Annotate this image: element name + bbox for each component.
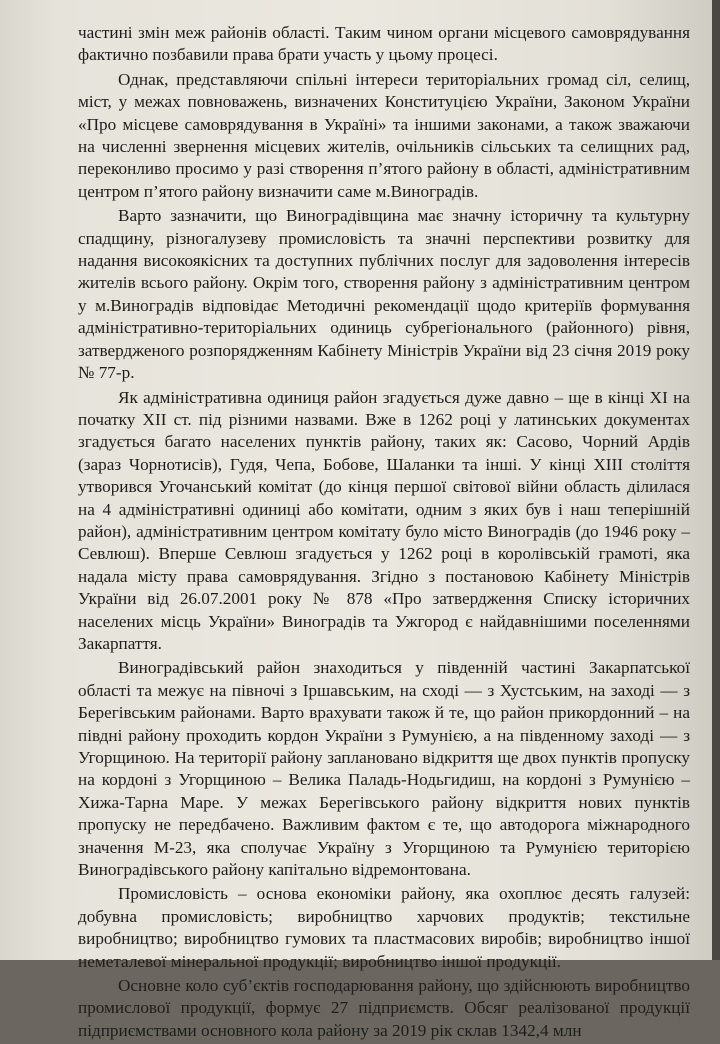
page-edge-shadow [712, 0, 720, 960]
paragraph-2: Однак, представляючи спільні інтереси територіальних громад сіл, селищ, міст, у межах повноважень, визначених Конституцією України, Законом України «Про місцеве самоврядування в Україні» та іншими законами, а також зважаючи на численні звернення місцевих жителів, очільників сільських та селищних рад, переконливо просимо у разі створення п’ятого району в області, адміністративним центром п’ятого району визначити саме м.Виноградів. [78, 69, 690, 201]
paragraph-6: Промисловість – основа економіки району, яка охоплює десять галузей: добувна промисловість; виробництво харчових продуктів; текстильне виробництво; виробництво гумових та пластмасових виробів; виробництво іншої неметалевої мінеральної продукції; виробництво іншої продукції. [78, 884, 690, 971]
paragraph-5: Виноградівський район знаходиться у південній частині Закарпатської області та межує на півночі з Іршавським, на сході — з Хустським, на заході — з Берегівським районами. Варто врахувати також й те, що район прикордонний – на півдні району проходить кордон України з Румунією, а на південному заході — з Угорщиною. На території району заплановано відкриття ще двох пунктів пропуску на кордоні з Угорщиною – Велика Паладь-Нодьгидиш, на кордоні з Румунією – Хижа-Тарна Маре. У межах Берегівського району відкриття нових пунктів пропуску не передбачено. Важливим фактом є те, що автодорога міжнародного значення М-23, яка сполучає Україну з Угорщиною та Румунією територією Виноградівського району капітально відремонтована. [78, 658, 690, 880]
paragraph-4: Як адміністративна одиниця район згадується дуже давно – ще в кінці XI на початку XII ст. під різними назвами. Вже в 1262 році у латинських документах згадується багато населених пунктів району, таких як: Сасово, Чорний Ардів (зараз Чорнотисів), Гудя, Чепа, Бобове, Шаланки та інші. У кінці XIII століття утворився Угочанський комітат (до кінця першої світової війни область ділилася на 4 адміністративні одиниці або комітати, одним з яких був і наш теперішній район), адміністративним центром комітату було місто Виноградів (до 1946 року – Севлюш). Вперше Севлюш згадується у 1262 році в королівській грамоті, яка надала місту права самоврядування. Згідно з постановою Кабінету Міністрів України від 26.07.2001 року № 878 «Про затвердження Списку історичних населених місць України» Виноградів та Ужгород є найдавнішими поселеннями Закарпаття. [78, 387, 690, 653]
paragraph-7: Основне коло суб’єктів господарювання району, що здійснюють виробництво промислової продукції, формує 27 підприємств. Обсяг реалізованої продукції підприємствами основного кола району за 2019 рік склав 1342,4 млн [78, 976, 690, 1040]
paragraph-3: Варто зазначити, що Виноградівщина має значну історичну та культурну спадщину, різногалузеву промисловість та значні перспективи розвитку для надання високоякісних та доступних публічних послуг для задоволення інтересів жителів всього району. Окрім того, створення району з адміністративним центром у м.Виноградів відповідає Методичні рекомендації щодо критеріїв формування адміністративно-територіальних одиниць субрегіонального (районного) рівня, затвердженого розпорядженням Кабінету Міністрів України від 23 січня 2019 року № 77-р. [78, 206, 690, 383]
paragraph-1: частині змін меж районів області. Таким чином органи місцевого самоврядування фактично позбавили права брати участь у цьому процесі. [78, 23, 690, 65]
document-body [78, 22, 690, 1044]
